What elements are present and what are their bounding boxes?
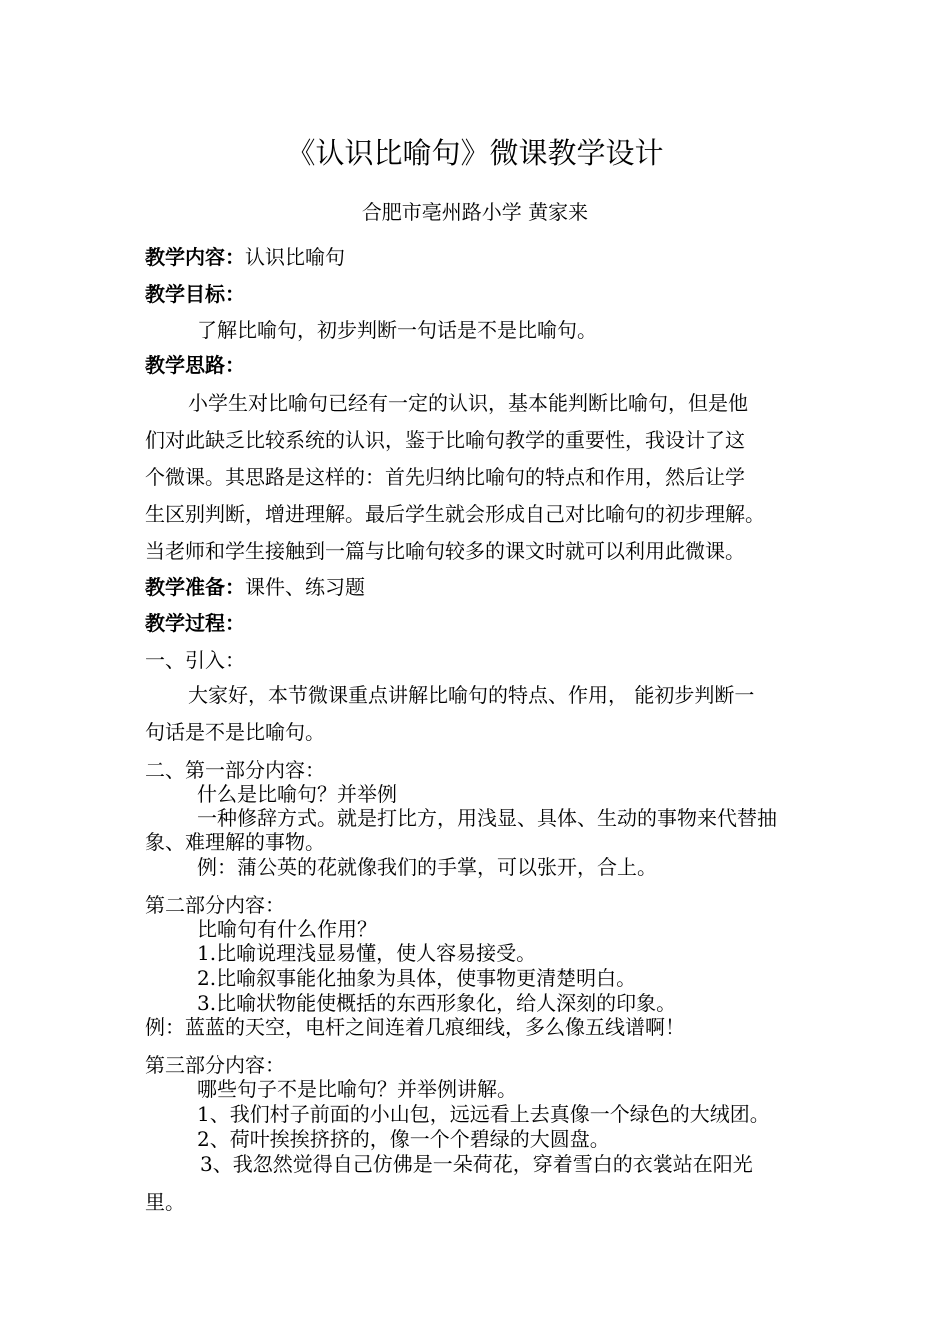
part3-item-3-continued: 里。 (145, 1190, 185, 1214)
idea-label: 教学思路： (145, 353, 245, 377)
prep-label: 教学准备： (145, 575, 245, 599)
prep-row (145, 575, 365, 599)
part1-example: 例：蒲公英的花就像我们的手掌，可以张开，合上。 (197, 855, 657, 879)
content-row (145, 245, 345, 269)
part2-item-2: 2.比喻叙事能化抽象为具体，使事物更清楚明白。 (197, 966, 637, 990)
prep-value: 课件、练习题 (245, 575, 365, 599)
intro-line-1: 大家好，本节微课重点讲解比喻句的特点、作用， 能初步判断一 (188, 683, 755, 707)
part2-example: 例：蓝蓝的天空，电杆之间连着几痕细线，多么像五线谱啊！ (145, 1015, 685, 1039)
intro-heading: 一、引入： (145, 648, 245, 672)
part1-definition-1: 一种修辞方式。就是打比方，用浅显、具体、生动的事物来代替抽 (197, 806, 777, 830)
goal-text: 了解比喻句，初步判断一句话是不是比喻句。 (197, 318, 597, 342)
content-label: 教学内容： (145, 245, 245, 269)
process-label: 教学过程： (145, 611, 245, 635)
idea-line-5: 当老师和学生接触到一篇与比喻句较多的课文时就可以利用此微课。 (145, 539, 745, 563)
part3-item-3: 3、我忽然觉得自己仿佛是一朵荷花，穿着雪白的衣裳站在阳光 (200, 1152, 753, 1176)
idea-line-2: 们对此缺乏比较系统的认识，鉴于比喻句教学的重要性，我设计了这 (145, 428, 745, 452)
idea-line-3: 个微课。其思路是这样的：首先归纳比喻句的特点和作用，然后让学 (145, 465, 745, 489)
part2-item-3: 3.比喻状物能使概括的东西形象化，给人深刻的印象。 (197, 991, 677, 1015)
idea-line-1: 小学生对比喻句已经有一定的认识，基本能判断比喻句，但是他 (188, 391, 748, 415)
part2-question: 比喻句有什么作用？ (197, 917, 377, 941)
content-value: 认识比喻句 (245, 245, 345, 269)
part3-item-1: 1、我们村子前面的小山包，远远看上去真像一个绿色的大绒团。 (197, 1102, 770, 1126)
part2-heading: 第二部分内容： (145, 893, 285, 917)
part3-item-2: 2、荷叶挨挨挤挤的，像一个个碧绿的大圆盘。 (197, 1127, 610, 1151)
idea-line-4: 生区别判断，增进理解。最后学生就会形成自己对比喻句的初步理解。 (145, 502, 765, 526)
part3-question: 哪些句子不是比喻句？并举例讲解。 (197, 1077, 517, 1101)
part3-heading: 第三部分内容： (145, 1053, 285, 1077)
part1-question: 什么是比喻句？并举例 (197, 782, 397, 806)
document-title: 《认识比喻句》微课教学设计 (286, 136, 664, 170)
author-line: 合肥市亳州路小学 黄家来 (361, 200, 589, 224)
intro-line-2: 句话是不是比喻句。 (145, 720, 325, 744)
part1-definition-2: 象、难理解的事物。 (145, 830, 325, 854)
part2-item-1: 1.比喻说理浅显易懂，使人容易接受。 (197, 941, 537, 965)
part1-heading: 二、第一部分内容： (145, 758, 325, 782)
goal-label: 教学目标： (145, 282, 245, 306)
